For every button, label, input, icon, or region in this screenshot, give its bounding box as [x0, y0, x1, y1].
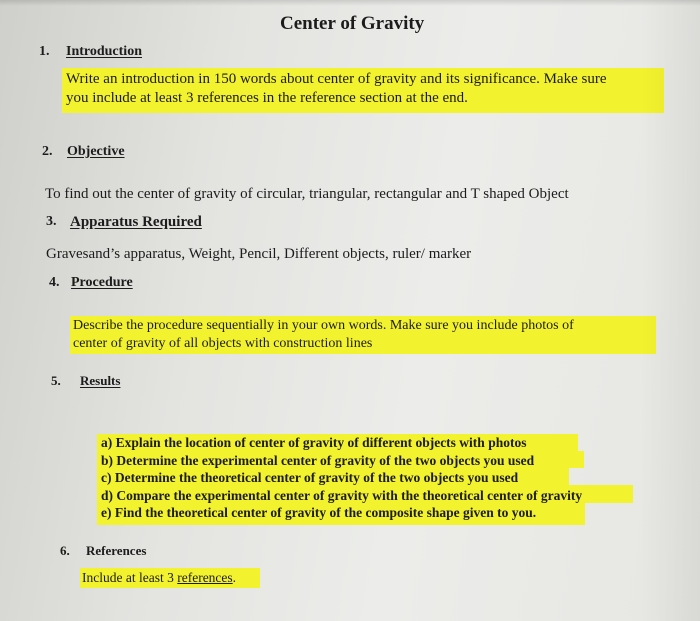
section-6-heading: References: [86, 543, 147, 558]
references-text-suffix: .: [232, 570, 237, 585]
intro-line-2: you include at least 3 references in the reference section at the end.: [66, 90, 468, 106]
results-item-b: b) Determine the experimental center of gravity of the two objects you used: [101, 452, 535, 468]
section-5-number: 5.: [51, 373, 61, 388]
procedure-line-1: Describe the procedure sequentially in your own words. Make sure you include photos of: [73, 318, 574, 333]
results-item-e: e) Find the theoretical center of gravity of the composite shape given to you.: [101, 505, 537, 520]
intro-text: [66, 70, 607, 108]
references-text-prefix: Include at least 3: [82, 570, 178, 585]
section-1-number: 1.: [39, 44, 50, 59]
procedure-line-2: center of gravity of all objects with construction lines: [73, 335, 373, 351]
objective-text: To find out the center of gravity of circular, triangular, rectangular and T shaped Object: [45, 186, 569, 202]
section-4-heading: Procedure: [71, 275, 133, 290]
references-link[interactable]: references: [177, 570, 233, 585]
results-item-d: d) Compare the experimental center of gravity with the theoretical center of gravity: [101, 487, 583, 503]
page-top-shadow: [0, 0, 700, 6]
page-edge-shadow: [640, 0, 700, 621]
section-2-number: 2.: [42, 144, 53, 159]
section-5-heading: Results: [80, 373, 121, 388]
results-item-a: a) Explain the location of center of gravity of different objects with photos: [101, 435, 527, 450]
section-3-heading: Apparatus Required: [70, 214, 202, 230]
section-6-number: 6.: [60, 543, 70, 558]
apparatus-text: Gravesand’s apparatus, Weight, Pencil, Different objects, ruler/ marker: [46, 246, 472, 262]
procedure-text: [73, 317, 574, 352]
section-4-number: 4.: [49, 275, 60, 290]
results-item-c: c) Determine the theoretical center of gravity of the two objects you used: [101, 470, 519, 485]
section-2-heading: Objective: [67, 144, 125, 159]
intro-line-1: Write an introduction in 150 words about center of gravity and its significance. Make sure: [66, 71, 607, 87]
references-text: [82, 570, 236, 586]
section-1-heading: Introduction: [66, 44, 142, 59]
section-3-number: 3.: [46, 214, 57, 229]
document-title: Center of Gravity: [280, 13, 425, 34]
results-list: [101, 434, 582, 522]
